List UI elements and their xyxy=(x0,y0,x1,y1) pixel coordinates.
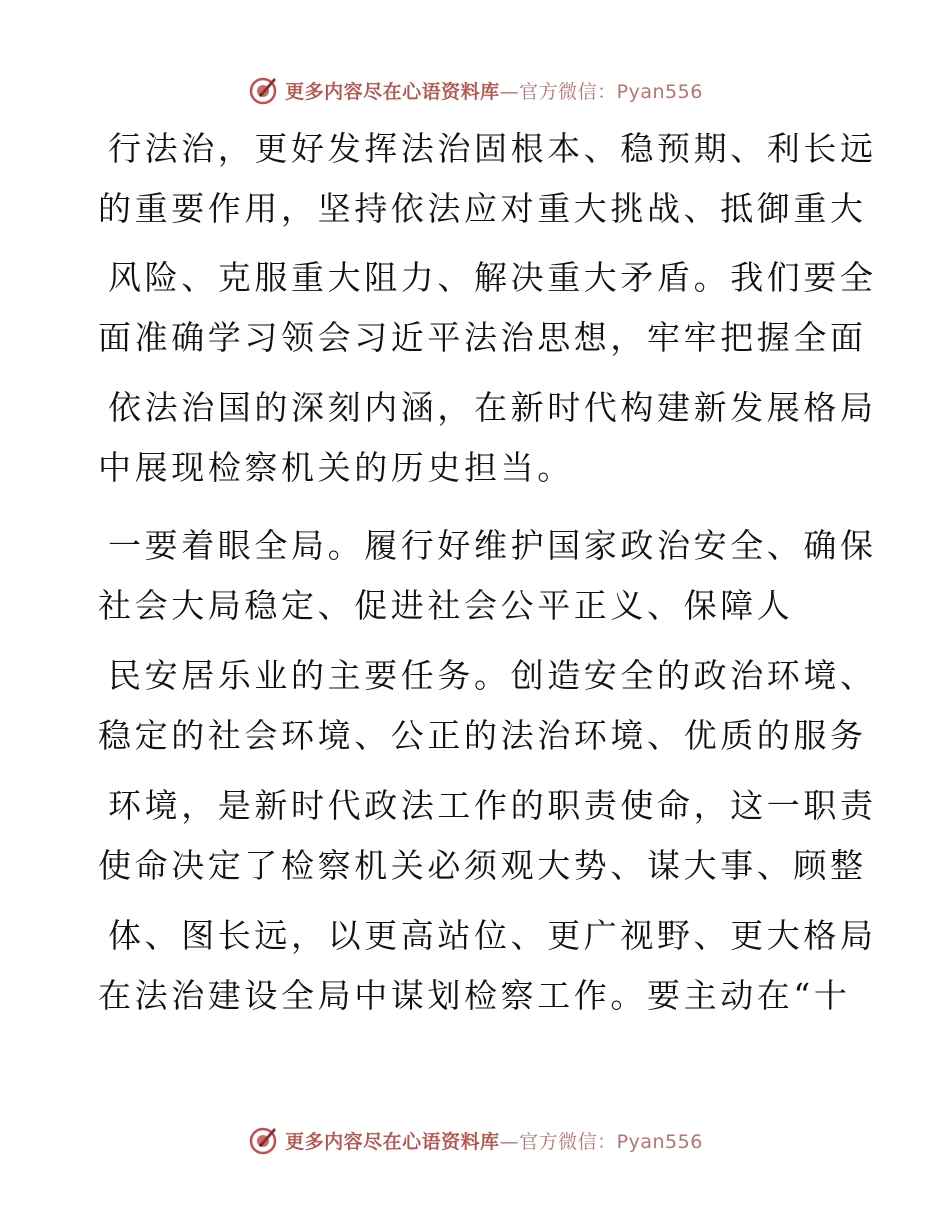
text-line: 面准确学习领会习近平法治思想，牢牢把握全面 xyxy=(98,318,867,357)
header-watermark xyxy=(0,70,950,110)
watermark-text: 更多内容尽在心语资料库—官方微信：Pyan556 xyxy=(285,1130,703,1153)
text-line: 一要着眼全局。履行好维护国家政治安全、确保 xyxy=(108,526,877,565)
text-line: 风险、克服重大阻力、解决重大矛盾。我们要全 xyxy=(108,258,877,297)
text-line: 民安居乐业的主要任务。创造安全的政治环境、 xyxy=(108,656,877,695)
text-line: 依法治国的深刻内涵，在新时代构建新发展格局 xyxy=(108,388,877,427)
text-line: 在法治建设全局中谋划检察工作。要主动在“十 xyxy=(98,976,851,1015)
text-line: 稳定的社会环境、公正的法治环境、优质的服务 xyxy=(98,716,867,755)
text-line: 使命决定了检察机关必须观大势、谋大事、顾整 xyxy=(98,846,867,885)
text-line: 中展现检察机关的历史担当。 xyxy=(98,448,574,487)
text-line: 社会大局稳定、促进社会公平正义、保障人 xyxy=(98,586,794,625)
footer-watermark xyxy=(0,1120,950,1160)
watermark-text: 更多内容尽在心语资料库—官方微信：Pyan556 xyxy=(285,80,703,103)
quill-seal-logo-icon xyxy=(247,1124,279,1156)
text-line: 体、图长远，以更高站位、更广视野、更大格局 xyxy=(108,916,877,955)
text-line: 行法治，更好发挥法治固根本、稳预期、利长远 xyxy=(108,129,877,168)
text-line: 的重要作用，坚持依法应对重大挑战、抵御重大 xyxy=(98,189,867,228)
text-line: 环境，是新时代政法工作的职责使命，这一职责 xyxy=(108,786,877,825)
quill-seal-logo-icon xyxy=(247,74,279,106)
